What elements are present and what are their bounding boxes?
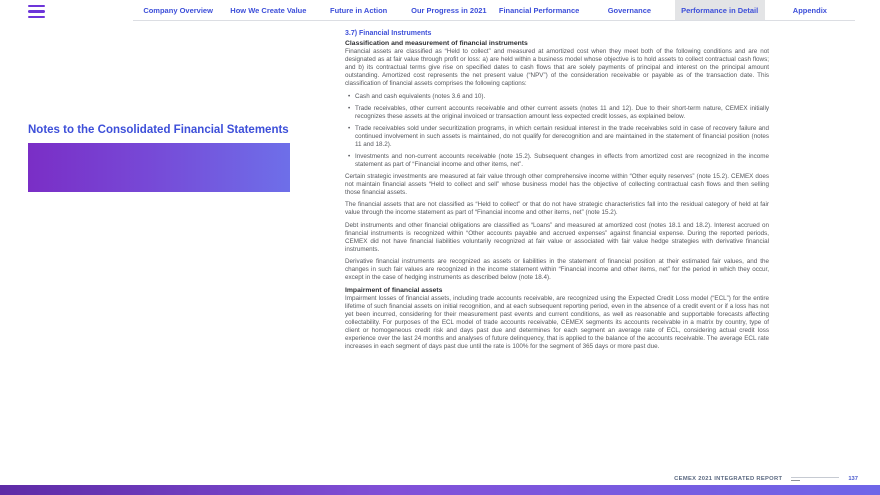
paragraph: Certain strategic investments are measured at fair value through other comprehensive income within “Other equity reserves” (note 15.2). CEMEX does not maintain financial assets “Held to collect and sell” whose business model has the objective of collecting contractual cash flows and then selling those financial assets. [345,172,769,196]
paragraph: Debt instruments and other financial obligations are classified as “Loans” and measured at amortized cost (notes 18.1 and 18.2). Interest accrued on financial instruments is recognized within “Other accounts payable and accrued expenses” against financial expense. During the reported periods, CEMEX did not have financial liabilities voluntarily recognized at fair value or associated with fair value hedge strategies with derivative financial instruments. [345,221,769,253]
slider-thumb[interactable] [791,480,800,482]
hamburger-menu-icon[interactable] [28,5,45,18]
hamburger-bar [28,5,45,7]
hamburger-bar [28,10,45,12]
nav-item-company-overview[interactable]: Company Overview [143,5,213,15]
decorative-gradient-banner [28,143,290,192]
nav-item-how-we-create-value[interactable]: How We Create Value [230,5,307,15]
page-progress-slider[interactable] [791,475,839,482]
list-item: • Trade receivables sold under securitization programs, in which certain residual interest in the trade receivables sold in case of recovery failure and continued involvement in such assets is maintained, do not qualify for derecognition and are maintained in the statement of financial position (notes 11 and 18.2). [347,125,769,149]
section-title: 3.7) Financial Instruments [345,30,432,37]
paragraph: Financial assets are classified as “Held to collect” and measured at amortized cost when they meet both of the following conditions and are not designated as at fair value through profit or loss: a) are held within a business model whose objective is to hold assets to collect contractual cash flows; and b) its contractual terms give rise on specified dates to cash flows that are solely payments of principal and interest on the principal amount outstanding. Amortized cost represents the net present value (“NPV”) of the consideration receivable or payable as of the transaction date. This classification of financial assets comprises the following captions: [345,48,769,87]
nav-item-appendix[interactable]: Appendix [792,5,827,15]
nav-item-performance-in-detail[interactable]: Performance in Detail [675,0,765,20]
nav-item-financial-performance[interactable]: Financial Performance [498,5,580,15]
nav-item-future-in-action[interactable]: Future in Action [330,5,388,15]
bottom-gradient-bar [0,485,880,495]
page-number: 137 [848,475,858,482]
nav-item-governance[interactable]: Governance [607,5,652,15]
nav-item-our-progress-in-2021[interactable]: Our Progress in 2021 [411,5,487,15]
list-item: • Trade receivables, other current accounts receivable and other current assets (notes 11 and 12). Due to their short-term nature, CEMEX initially recognizes these assets at the original invoiced or transaction amount less expected credit losses, as explained below. [347,105,769,121]
paragraph: Derivative financial instruments are recognized as assets or liabilities in the statement of financial position at their estimated fair values, and the changes in such fair values are recognized in the income statement within “Financial income and other items, net” for the period in which they occur, except in the case of hedging instruments as described below (note 18.4). [345,258,769,281]
page-title: Notes to the Consolidated Financial Statements [28,123,289,136]
subsection-classification-heading: Classification and measurement of financial instruments [345,40,528,47]
top-navigation [133,0,855,21]
report-name-label: CEMEX 2021 INTEGRATED REPORT [674,475,783,482]
list-item: • Investments and non-current accounts receivable (note 15.2). Subsequent changes in effects from amortized cost are recognized in the income statement as part of “Financial income and other items, net”. [347,153,769,169]
list-item: • Cash and cash equivalents (notes 3.6 and 10). [347,93,769,101]
paragraph: Impairment losses of financial assets, including trade accounts receivable, are recognized using the Expected Credit Loss model (“ECL”) for the entire lifetime of such financial assets on initial recognition, and at each subsequent reporting period, even in the absence of a credit event or if a loss has not yet been incurred, considering for their measurement past events and current conditions, as well as reasonable and supportable forecasts affecting collectability. For purposes of the ECL model of trade accounts receivable, CEMEX segments its accounts receivable in a matrix by country, type of client or homogeneous credit risk and days past due and determines for each segment an average rate of ECL, considering actual credit loss experience over the last 24 months and analyses of future delinquency, that is applied to the balance of the accounts receivable. The average ECL rate increases in each segment of days past due until the rate is 100% for the segment of 365 days or more past due. [345,294,769,350]
footer [674,475,858,482]
financial-assets-caption-list [345,93,769,169]
slider-track [791,477,839,478]
hamburger-bar [28,16,45,18]
note-content [345,30,769,355]
paragraph: The financial assets that are not classified as “Held to collect” or that do not have strategic characteristics fall into the residual category of held at fair value through the income statement as part of “Financial income and other items, net” (note 15.2). [345,201,769,216]
subsection-impairment-heading: Impairment of financial assets [345,286,443,294]
